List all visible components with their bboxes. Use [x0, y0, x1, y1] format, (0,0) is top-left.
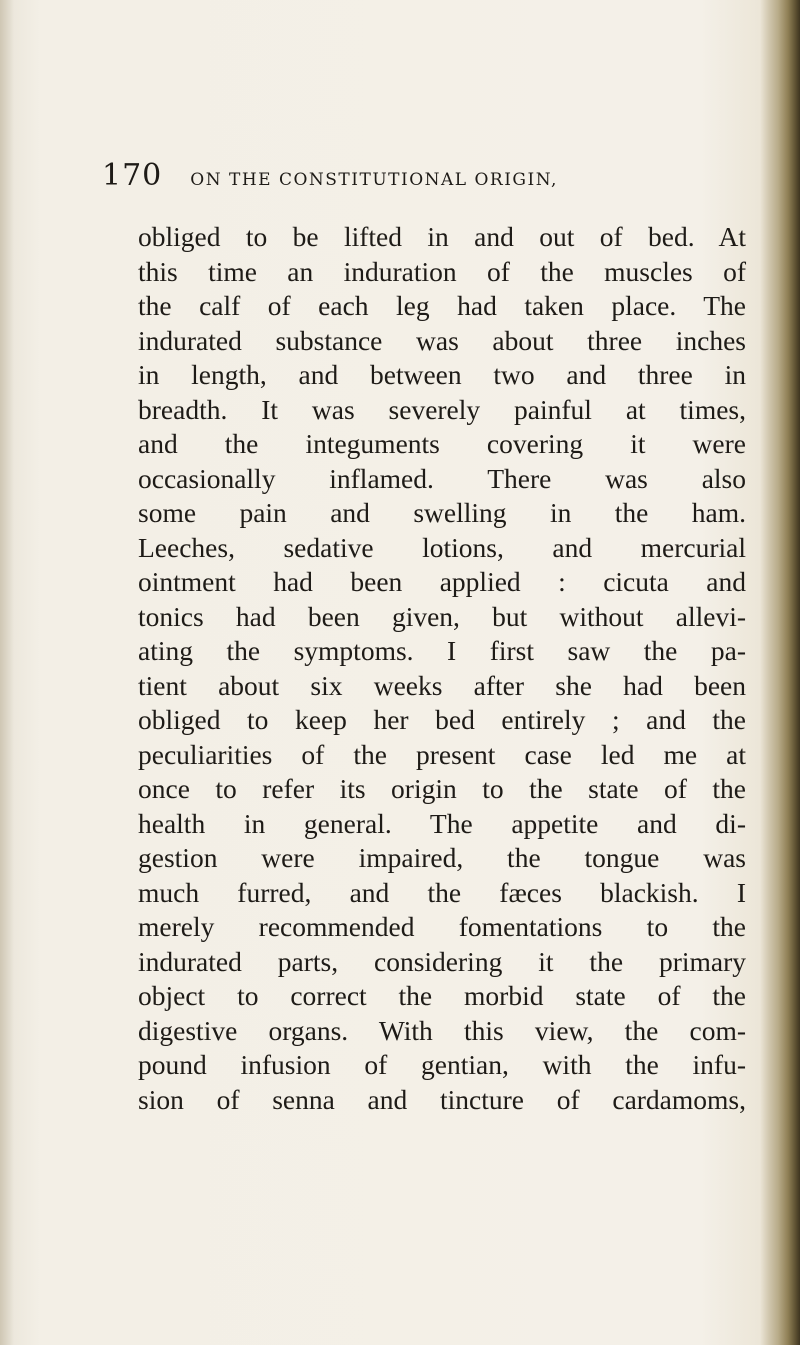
text-line: digestive organs. With this view, the com-	[138, 1014, 746, 1046]
page-number: 170	[102, 158, 163, 193]
text-line: in length, and between two and three in	[138, 359, 746, 390]
text-line: Leeches, sedative lotions, and mercurial	[138, 531, 746, 563]
text-line: pound infusion of gentian, with the infu-	[138, 1049, 746, 1080]
text-line: ointment had been applied : cicuta and	[138, 566, 746, 597]
page-gutter-shadow	[0, 0, 14, 1345]
text-line: tient about six weeks after she had been	[138, 669, 746, 701]
text-line: tonics had been given, but without allevi-	[138, 600, 746, 632]
text-line: obliged to be lifted in and out of bed. At	[138, 221, 746, 252]
text-line: the calf of each leg had taken place. The	[138, 290, 746, 321]
text-line: ating the symptoms. I first saw the pa-	[138, 635, 746, 666]
page-header	[100, 158, 660, 198]
text-line: peculiarities of the present case led me at	[138, 738, 746, 770]
text-line: once to refer its origin to the state of the	[138, 773, 746, 804]
text-line: object to correct the morbid state of the	[138, 980, 746, 1011]
text-line: obliged to keep her bed entirely ; and the	[138, 704, 746, 735]
body-text	[138, 220, 746, 1117]
text-line: indurated parts, considering it the primary	[138, 945, 746, 977]
page-edge-shadow	[760, 0, 800, 1345]
text-line: this time an induration of the muscles of	[138, 255, 746, 287]
text-line: some pain and swelling in the ham.	[138, 497, 746, 528]
text-line: occasionally inflamed. There was also	[138, 462, 746, 494]
running-head: ON THE CONSTITUTIONAL ORIGIN,	[190, 170, 558, 190]
text-line: indurated substance was about three inches	[138, 324, 746, 356]
text-line: sion of senna and tincture of cardamoms,	[138, 1083, 746, 1115]
text-line: gestion were impaired, the tongue was	[138, 842, 746, 873]
text-line: merely recommended fomentations to the	[138, 911, 746, 942]
text-line: health in general. The appetite and di-	[138, 807, 746, 839]
text-line: much furred, and the fæces blackish. I	[138, 876, 746, 908]
text-line: and the integuments covering it were	[138, 428, 746, 459]
text-line: breadth. It was severely painful at times,	[138, 393, 746, 425]
